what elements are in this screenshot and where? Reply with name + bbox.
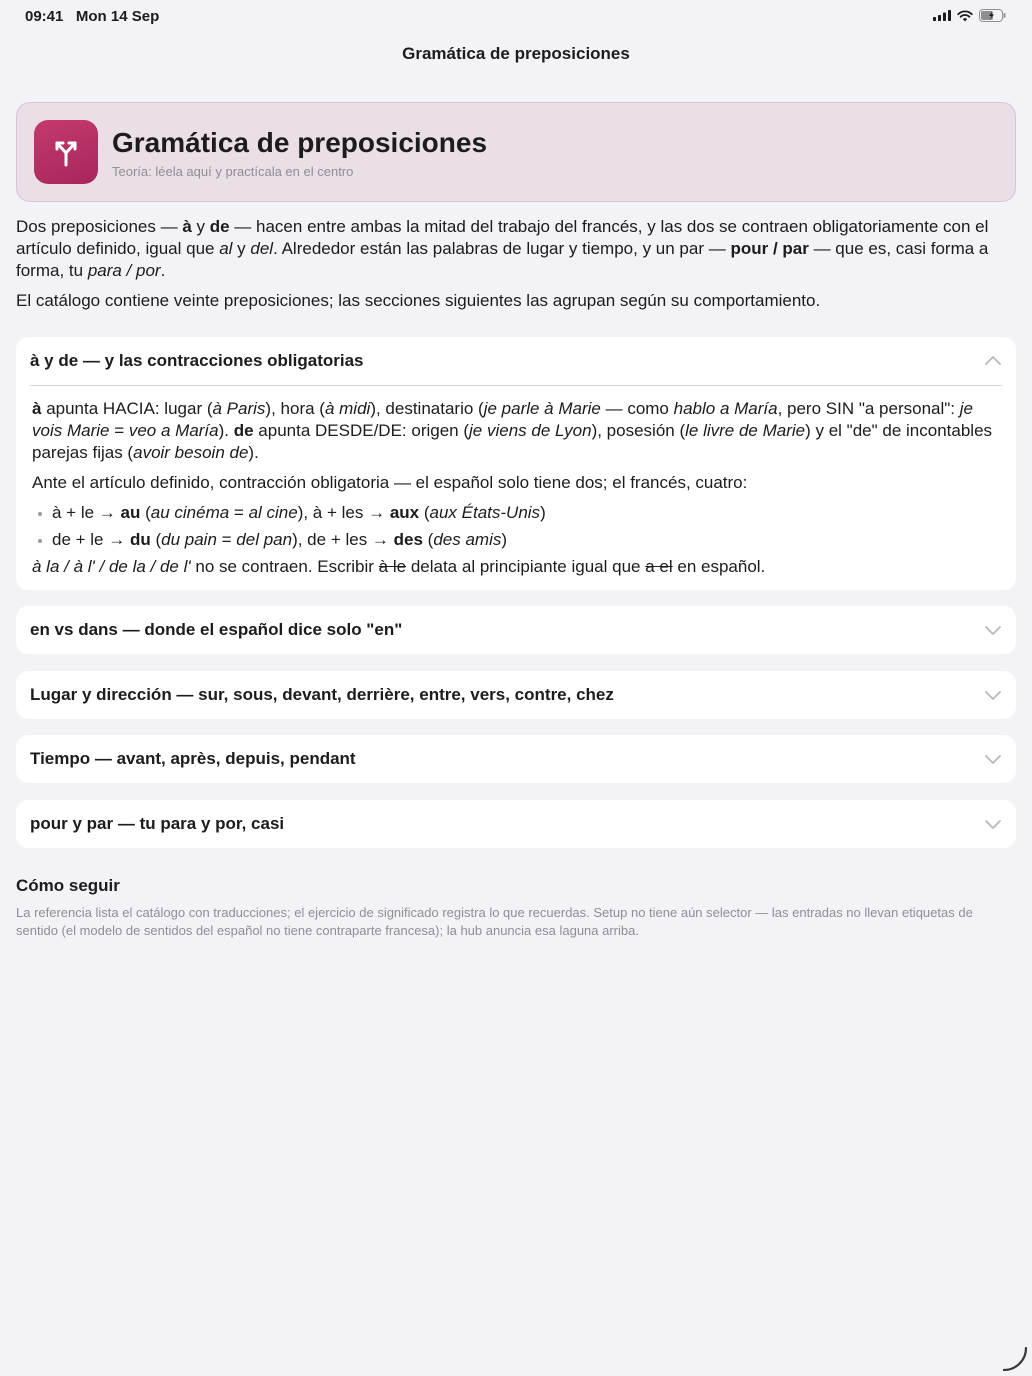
section-title: Tiempo — avant, après, depuis, pendant: [30, 749, 356, 768]
status-date: Mon 14 Sep: [75, 8, 160, 25]
list-item: à + le → au (au cinéma = al cine), à + les → aux (aux États-Unis): [32, 502, 1000, 524]
section-header-en-vs-dans[interactable]: [16, 606, 1016, 654]
header-card: [16, 102, 1016, 202]
no-contraction-note: à la / à l' / de la / de l' no se contraen. Escribir à le delata al principiante igual que a el en español.: [32, 557, 766, 576]
section-pour-par: [16, 800, 1016, 848]
intro-text: [16, 216, 1016, 312]
status-clock: 09:41: [25, 8, 64, 25]
contraction-list: [32, 502, 1000, 551]
wifi-icon: [957, 10, 973, 22]
chevron-up-icon[interactable]: [984, 352, 1002, 370]
section-en-vs-dans: [16, 606, 1016, 654]
status-bar: [0, 0, 1032, 32]
intro-catalog-note: El catálogo contiene veinte preposiciones; las secciones siguientes las agrupan según su comportamiento.: [16, 291, 821, 310]
section-body: [16, 386, 1016, 578]
home-indicator-corner: [1002, 1346, 1028, 1372]
signal-icon: [933, 10, 951, 21]
chevron-down-icon[interactable]: [984, 815, 1002, 833]
chevron-down-icon[interactable]: [984, 750, 1002, 768]
section-a-y-de: [16, 337, 1016, 590]
battery-icon: [979, 9, 1006, 22]
footer-text: La referencia lista el catálogo con traducciones; el ejercicio de significado registra lo que recuerdas. Setup no tiene aún selector — las entradas no llevan etiquetas de sentido (el modelo de sentidos del español no tiene contraparte francesa); la hub anuncia esa laguna arriba.: [16, 905, 973, 938]
section-title: en vs dans — donde el español dice solo "en": [30, 620, 403, 639]
section-header-tiempo[interactable]: [16, 735, 1016, 783]
section-header-pour-par[interactable]: [16, 800, 1016, 848]
section-tiempo: [16, 735, 1016, 783]
section-title: Lugar y dirección — sur, sous, devant, derrière, entre, vers, contre, chez: [30, 685, 614, 704]
status-time: [25, 8, 159, 25]
a-de-explanation: à apunta HACIA: lugar (à Paris), hora (à midi), destinatario (je parle à Marie — como hablo a María, pero SIN "a personal": je vois Marie = veo a María). de apunta DESDE/DE: origen (je viens de Lyon), posesión (le livre de Marie) y el "de" de incontables parejas fijas (avoir besoin de).: [32, 399, 993, 462]
nav-title: Gramática de preposiciones: [402, 44, 630, 63]
list-item: de + le → du (du pain = del pan), de + les → des (des amis): [32, 529, 1000, 551]
section-header-a-y-de[interactable]: [16, 337, 1016, 385]
footer-title: Cómo seguir: [16, 876, 120, 895]
contraction-intro: Ante el artículo definido, contracción obligatoria — el español solo tiene dos; el francés, cuatro:: [32, 473, 748, 492]
fork-arrows-icon: [34, 120, 98, 184]
section-header-lugar-direccion[interactable]: [16, 671, 1016, 719]
section-title: pour y par — tu para y por, casi: [30, 814, 285, 833]
chevron-down-icon[interactable]: [984, 686, 1002, 704]
chevron-down-icon[interactable]: [984, 621, 1002, 639]
section-lugar-direccion: [16, 671, 1016, 719]
header-title: Gramática de preposiciones: [112, 127, 488, 158]
status-icons: [933, 9, 1006, 22]
section-title: à y de — y las contracciones obligatorias: [30, 351, 364, 370]
header-subtitle: Teoría: léela aquí y practícala en el centro: [112, 164, 354, 179]
intro-paragraph: Dos preposiciones — à y de — hacen entre ambas la mitad del trabajo del francés, y las dos se contraen obligatoriamente con el artículo definido, igual que al y del. Alrededor están las palabras de lugar y tiempo, y un par — pour / par — que es, casi forma a forma, tu para / por.: [16, 217, 989, 280]
